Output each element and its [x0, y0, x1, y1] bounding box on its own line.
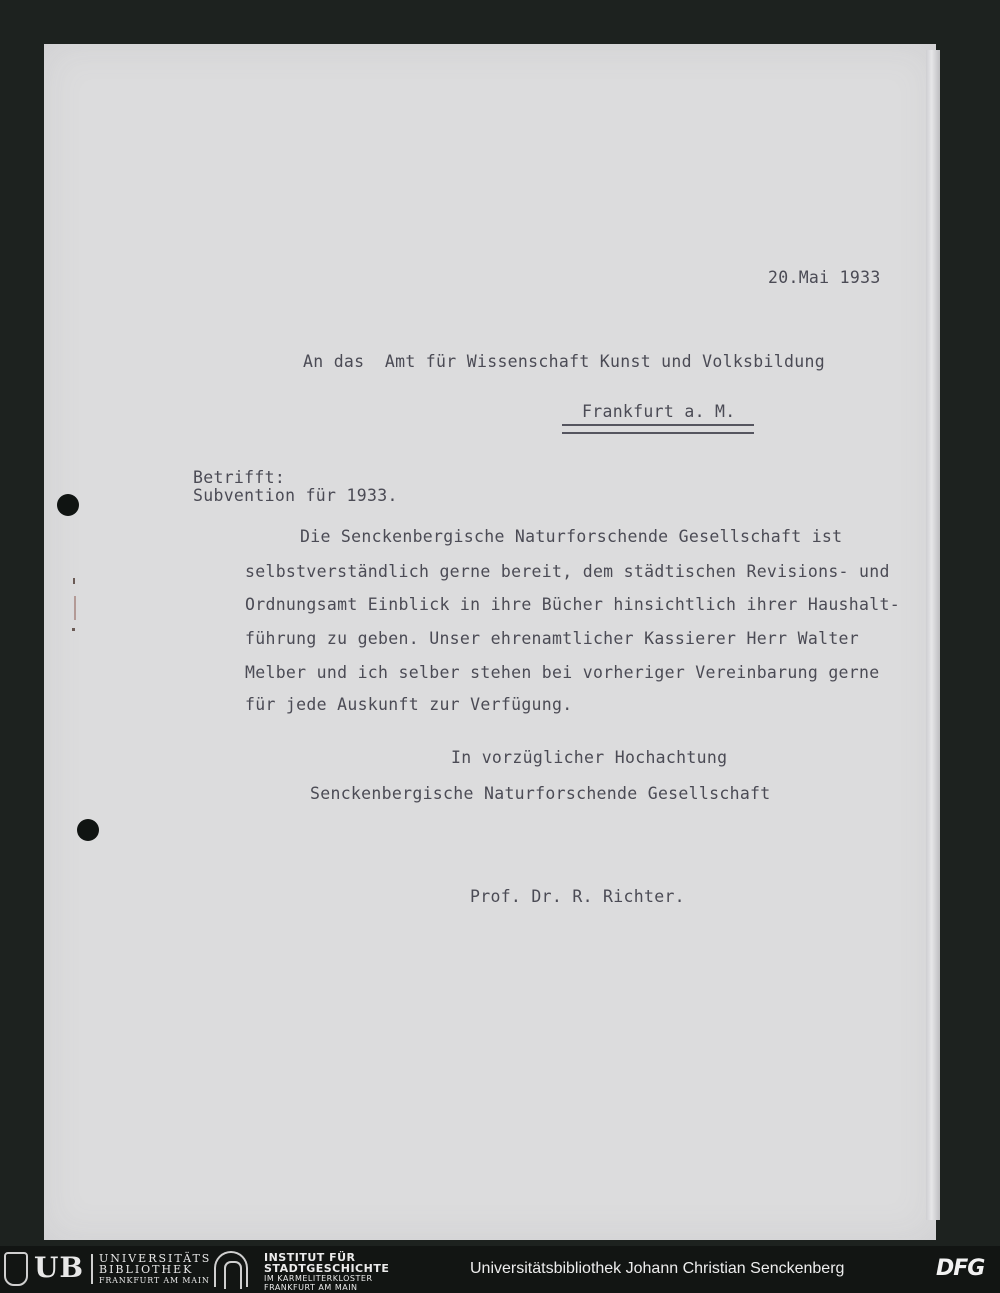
margin-mark: [73, 578, 75, 584]
body-line: führung zu geben. Unser ehrenamtlicher Kassierer Herr Walter: [245, 629, 860, 648]
isg-line-2: STADTGESCHICHTE: [264, 1262, 390, 1275]
arch-icon: [214, 1251, 248, 1287]
page-edge: [926, 50, 940, 1220]
institution-name: Universitätsbibliothek Johann Christian Senckenberg: [470, 1260, 845, 1277]
punch-hole-bottom: [77, 819, 99, 841]
ub-line-3: FRANKFURT AM MAIN: [99, 1276, 210, 1285]
ub-divider: [91, 1254, 93, 1284]
footer-bar: [0, 1246, 1000, 1293]
letter-date: 20.Mai 1933: [768, 268, 881, 287]
recipient-line: An das Amt für Wissenschaft Kunst und Volksbildung: [303, 352, 825, 371]
ub-line-1: UNIVERSITÄTS: [99, 1252, 212, 1265]
isg-line-4: FRANKFURT AM MAIN: [264, 1283, 358, 1292]
ub-logo[interactable]: [4, 1252, 214, 1288]
body-line: für jede Auskunft zur Verfügung.: [245, 695, 573, 714]
closing-phrase: In vorzüglicher Hochachtung: [451, 748, 728, 767]
ub-letters: UB: [34, 1251, 85, 1284]
dfg-logo[interactable]: DFG: [936, 1256, 985, 1281]
ub-portrait-icon: [4, 1252, 28, 1286]
margin-mark: [74, 596, 76, 620]
city-double-underline: [562, 424, 754, 434]
isg-wordmark: [264, 1252, 389, 1292]
body-line: selbstverständlich gerne bereit, dem städtischen Revisions- und: [245, 562, 890, 581]
ub-wordmark: [99, 1253, 211, 1286]
subject-text: Subvention für 1933.: [193, 486, 398, 505]
margin-mark: [72, 628, 75, 631]
punch-hole-top: [57, 494, 79, 516]
sender-organization: Senckenbergische Naturforschende Gesellschaft: [310, 784, 771, 803]
recipient-city: Frankfurt a. M.: [582, 402, 736, 421]
signature-name: Prof. Dr. R. Richter.: [470, 887, 685, 906]
ub-line-2: BIBLIOTHEK: [99, 1263, 194, 1276]
body-line: Melber und ich selber stehen bei vorheriger Vereinbarung gerne: [245, 663, 880, 682]
body-line: Die Senckenbergische Naturforschende Gesellschaft ist: [300, 527, 843, 546]
isg-line-1: INSTITUT FÜR: [264, 1251, 356, 1264]
subject-label: Betrifft:: [193, 468, 286, 487]
body-line: Ordnungsamt Einblick in ihre Bücher hinsichtlich ihrer Haushalt-: [245, 595, 900, 614]
isg-logo[interactable]: [214, 1250, 414, 1290]
isg-line-3: IM KARMELITERKLOSTER: [264, 1274, 373, 1283]
